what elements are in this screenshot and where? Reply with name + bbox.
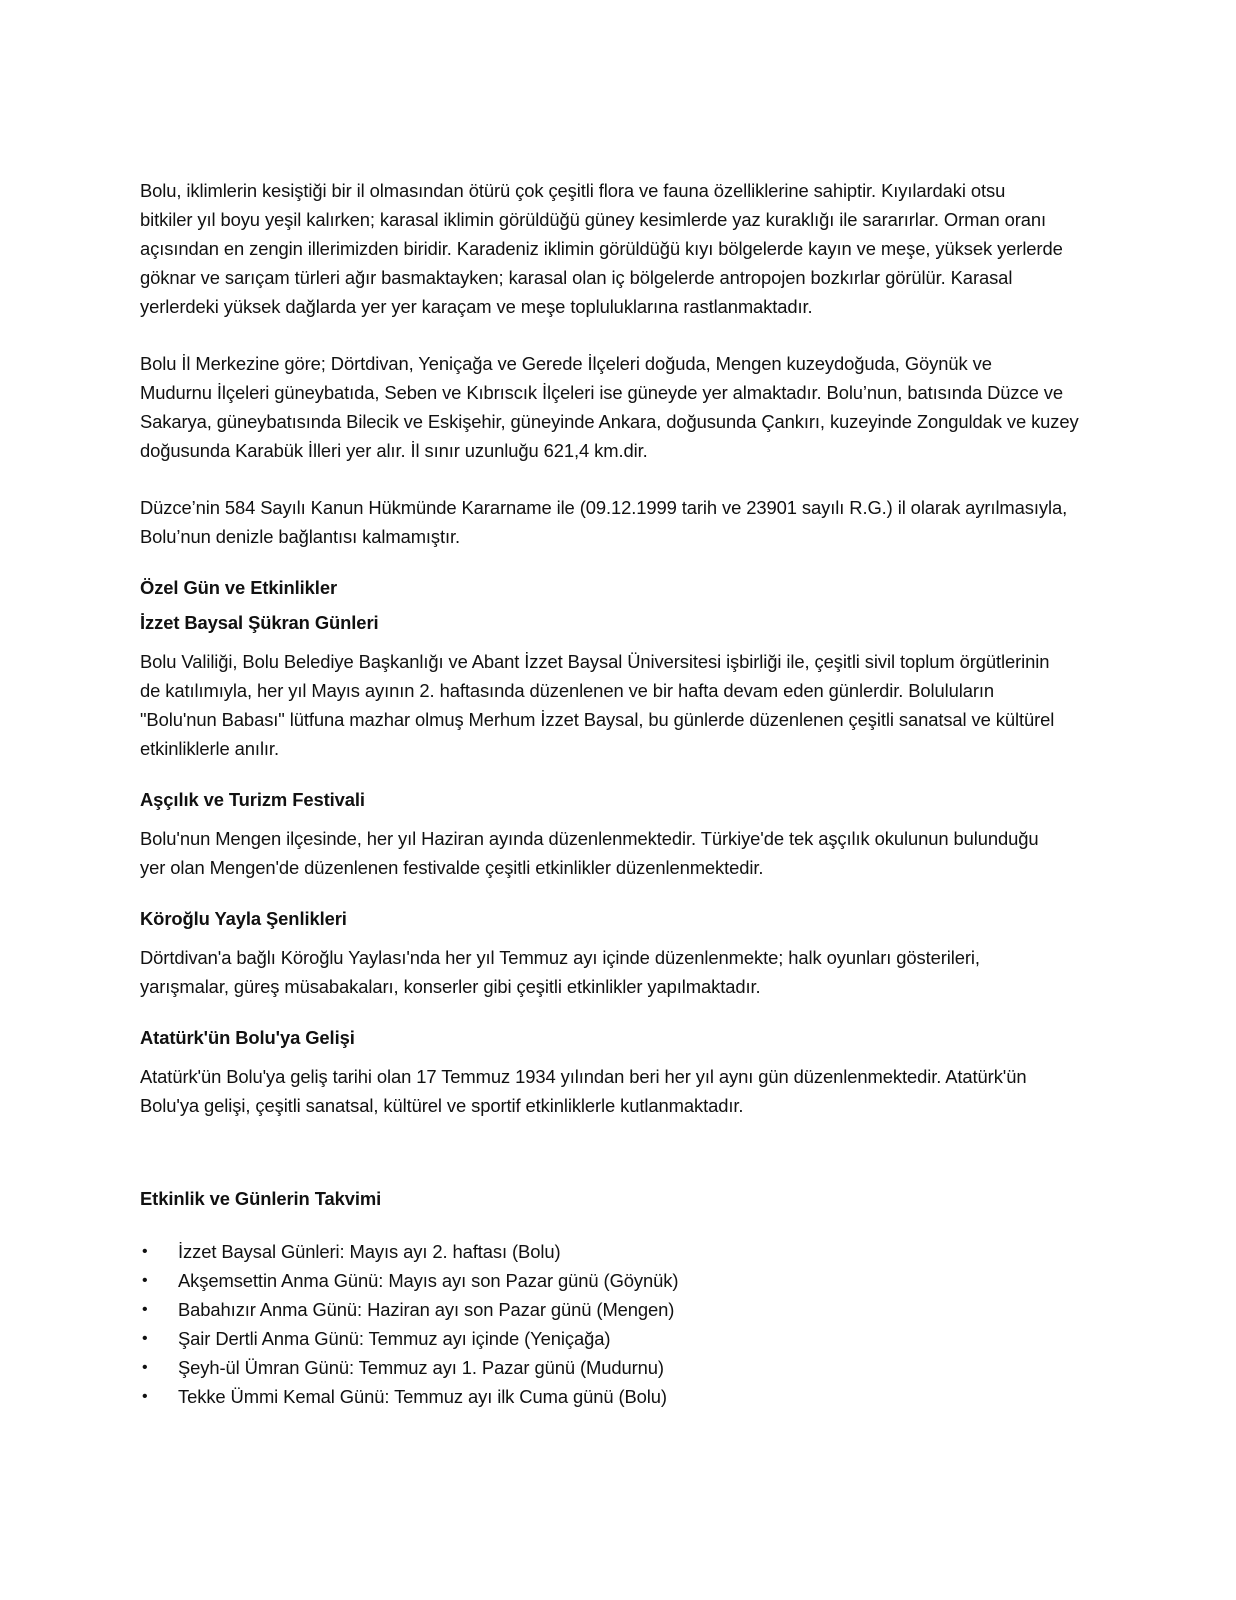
paragraph-duzce [140, 493, 1160, 551]
bullet-icon: • [142, 1330, 148, 1347]
paragraph-geography [140, 349, 1160, 465]
text-line: yer olan Mengen'de düzenlenen festivalde çeşitli etkinlikler düzenlenmektedir. [140, 857, 764, 878]
text-line: de katılımıyla, her yıl Mayıs ayının 2. haftasında düzenlenen ve bir hafta devam eden günlerdir. Boluluların [140, 680, 995, 701]
event-title: Aşçılık ve Turizm Festivali [140, 789, 365, 810]
list-item-text: İzzet Baysal Günleri: Mayıs ayı 2. haftası (Bolu) [178, 1241, 561, 1262]
bullet-icon: • [142, 1388, 148, 1405]
list-item [140, 1295, 1160, 1324]
event-description [140, 824, 1160, 882]
text-line: Düzce’nin 584 Sayılı Kanun Hükmünde Kararname ile (09.12.1999 tarih ve 23901 sayılı R.G.) il olarak ayrılmasıyla, [140, 497, 1068, 518]
list-item [140, 1324, 1160, 1353]
text-line: Bolu’nun denizle bağlantısı kalmamıştır. [140, 526, 461, 547]
event-title: İzzet Baysal Şükran Günleri [140, 612, 379, 633]
bullet-icon: • [142, 1243, 148, 1260]
list-item [140, 1266, 1160, 1295]
text-line: göknar ve sarıçam türleri ağır basmaktayken; karasal olan iç bölgelerde antropojen bozkırlar görülür. Karasal [140, 267, 1013, 288]
text-line: Bolu, iklimlerin kesiştiği bir il olmasından ötürü çok çeşitli flora ve fauna özelliklerine sahiptir. Kıyılardaki otsu [140, 180, 1006, 201]
text-line: yarışmalar, güreş müsabakaları, konserler gibi çeşitli etkinlikler yapılmaktadır. [140, 976, 761, 997]
section-heading: Özel Gün ve Etkinlikler [140, 577, 337, 598]
list-item [140, 1353, 1160, 1382]
text-line: Mudurnu İlçeleri güneybatıda, Seben ve Kıbrıscık İlçeleri ise güneyde yer almaktadır. Bolu’nun, batısında Düzce ve [140, 382, 1063, 403]
text-line: doğusunda Karabük İlleri yer alır. İl sınır uzunluğu 621,4 km.dir. [140, 440, 648, 461]
text-line: Atatürk'ün Bolu'ya geliş tarihi olan 17 Temmuz 1934 yılından beri her yıl aynı gün düzenlenmektedir. Atatürk'ün [140, 1066, 1027, 1087]
event-description [140, 943, 1160, 1001]
list-item-text: Tekke Ümmi Kemal Günü: Temmuz ayı ilk Cuma günü (Bolu) [178, 1386, 667, 1407]
list-item-text: Akşemsettin Anma Günü: Mayıs ayı son Pazar günü (Göynük) [178, 1270, 679, 1291]
text-line: "Bolu'nun Babası" lütfuna mazhar olmuş Merhum İzzet Baysal, bu günlerde düzenlenen çeşitli sanatsal ve kültürel [140, 709, 1055, 730]
event-description [140, 647, 1160, 763]
text-line: Bolu'ya gelişi, çeşitli sanatsal, kültürel ve sportif etkinliklerle kutlanmaktadır. [140, 1095, 744, 1116]
text-line: etkinliklerle anılır. [140, 738, 279, 759]
calendar-title: Etkinlik ve Günlerin Takvimi [140, 1188, 382, 1209]
text-line: Bolu'nun Mengen ilçesinde, her yıl Haziran ayında düzenlenmektedir. Türkiye'de tek aşçılık okulunun bulunduğu [140, 828, 1039, 849]
bullet-icon: • [142, 1301, 148, 1318]
bullet-icon: • [142, 1272, 148, 1289]
list-item-text: Şeyh-ül Ümran Günü: Temmuz ayı 1. Pazar günü (Mudurnu) [178, 1357, 664, 1378]
text-line: yerlerdeki yüksek dağlarda yer yer karaçam ve meşe topluluklarına rastlanmaktadır. [140, 296, 813, 317]
text-line: Bolu İl Merkezine göre; Dörtdivan, Yeniçağa ve Gerede İlçeleri doğuda, Mengen kuzeydoğuda, Göynük ve [140, 353, 992, 374]
text-line: bitkiler yıl boyu yeşil kalırken; karasal iklimin görüldüğü güney kesimlerde yaz kuraklığı ile sararırlar. Orman oranı [140, 209, 1047, 230]
list-item-text: Babahızır Anma Günü: Haziran ayı son Pazar günü (Mengen) [178, 1299, 675, 1320]
bullet-icon: • [142, 1359, 148, 1376]
text-line: Sakarya, güneybatısında Bilecik ve Eskişehir, güneyinde Ankara, doğusunda Çankırı, kuzeyinde Zonguldak ve kuzey [140, 411, 1079, 432]
calendar-list [140, 1237, 1160, 1411]
list-item-text: Şair Dertli Anma Günü: Temmuz ayı içinde (Yeniçağa) [178, 1328, 611, 1349]
list-item [140, 1382, 1160, 1411]
event-title: Köroğlu Yayla Şenlikleri [140, 908, 347, 929]
text-line: Dörtdivan'a bağlı Köroğlu Yaylası'nda her yıl Temmuz ayı içinde düzenlenmekte; halk oyunları gösterileri, [140, 947, 980, 968]
text-line: Bolu Valiliği, Bolu Belediye Başkanlığı ve Abant İzzet Baysal Üniversitesi işbirliği ile, çeşitli sivil toplum örgütlerinin [140, 651, 1050, 672]
event-description [140, 1062, 1160, 1120]
list-item [140, 1237, 1160, 1266]
paragraph-flora-fauna [140, 176, 1160, 321]
event-title: Atatürk'ün Bolu'ya Gelişi [140, 1027, 355, 1048]
text-line: açısından en zengin illerimizden biridir. Karadeniz iklimin görüldüğü kıyı bölgelerde kayın ve meşe, yüksek yerlerde [140, 238, 1063, 259]
document-body [140, 176, 1160, 1411]
